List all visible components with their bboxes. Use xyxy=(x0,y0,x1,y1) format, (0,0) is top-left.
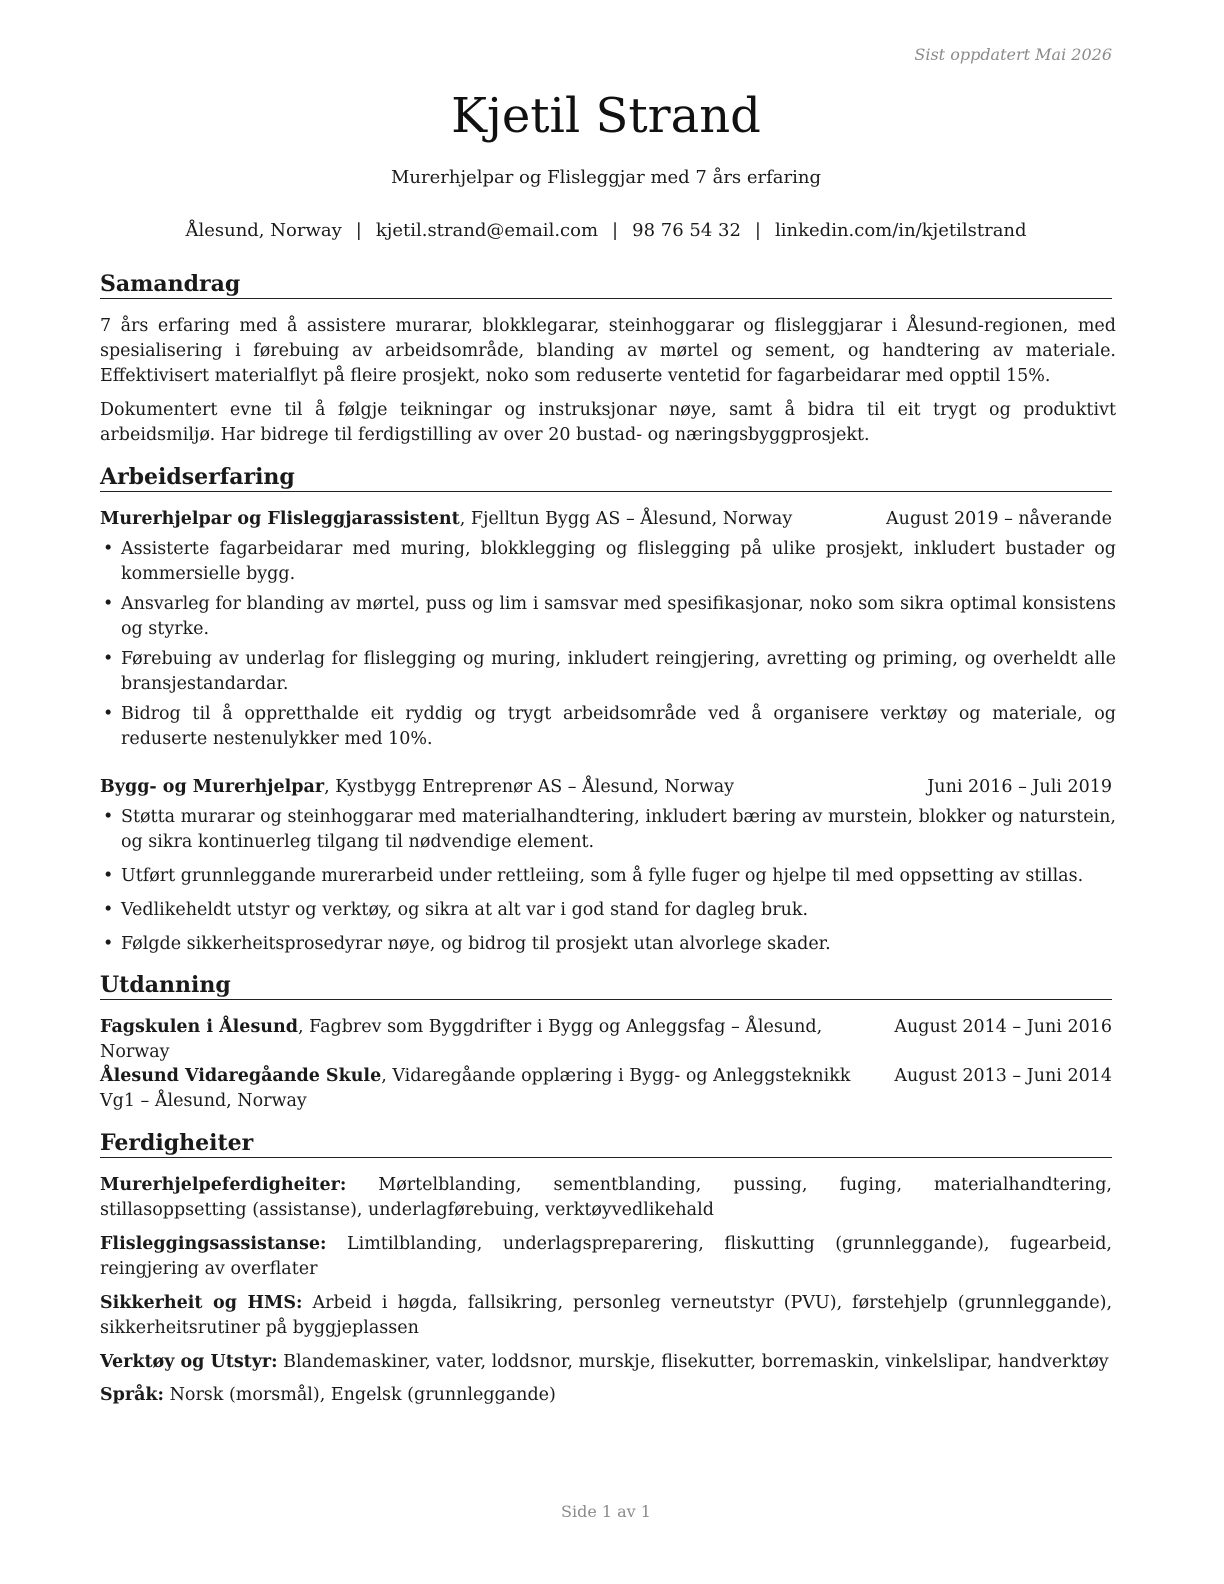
skill-label: Verktøy og Utstyr: xyxy=(100,1352,278,1372)
education-school: Fagskulen i Ålesund xyxy=(100,1017,298,1037)
skill-label: Flisleggingsassistanse: xyxy=(100,1234,327,1254)
education-item xyxy=(100,1064,1112,1114)
job-employer: , Kystbygg Entreprenør AS – Ålesund, Norway xyxy=(324,777,735,797)
job-bullet: • Ansvarleg for blanding av mørtel, puss og lim i samsvar med spesifikasjonar, noko som sikra optimal konsistens og styrke. xyxy=(100,592,1116,642)
skill-label: Murerhjelpeferdigheiter: xyxy=(100,1175,347,1195)
contact-location: Ålesund, Norway xyxy=(185,220,342,241)
job-employer: , Fjelltun Bygg AS – Ålesund, Norway xyxy=(459,509,793,529)
job-bullet: • Utført grunnleggande murerarbeid under rettleiing, som å fylle fuger og hjelpe til med oppsetting av stillas. xyxy=(100,864,1116,889)
education-item xyxy=(100,1015,1112,1065)
resume-page xyxy=(100,0,1116,1584)
skill-text: Limtilblanding, underlagspreparering, fliskutting (grunnleggande), fugearbeid, reingjering av overflater xyxy=(100,1234,1112,1279)
job-dates: August 2019 – nåverande xyxy=(886,509,1112,529)
education-dates: August 2013 – Juni 2014 xyxy=(894,1066,1112,1086)
headline: Murerhjelpar og Flisleggjar med 7 års erfaring xyxy=(390,167,822,188)
education-school: Ålesund Vidaregåande Skule xyxy=(100,1066,382,1086)
skill-text: Norsk (morsmål), Engelsk (grunnleggande) xyxy=(164,1385,556,1405)
summary-paragraph: 7 års erfaring med å assistere murarar, blokklegarar, steinhoggarar og flisleggjarar i Ålesund-regionen, med spesialisering i førebuing av arbeidsområde, blanding av mørtel og sement, og handtering av materiale. Effektivisert materialflyt på fleire prosjekt, noko som reduserte ventetid for fagarbeidarar med opptil 15%. xyxy=(100,316,1116,386)
job-bullet: • Vedlikeheldt utstyr og verktøy, og sikra at alt var i god stand for dagleg bruk. xyxy=(100,898,1116,923)
job-heading xyxy=(100,507,1112,532)
last-updated: Sist oppdatert Mai 2026 xyxy=(914,45,1112,64)
skill-label: Språk: xyxy=(100,1385,165,1405)
job-role: Murerhjelpar og Flisleggjarassistent xyxy=(100,509,460,529)
contact-phone: 98 76 54 32 xyxy=(632,220,741,241)
skill-text: Blandemaskiner, vater, loddsnor, murskje, flisekutter, borremaskin, vinkelslipar, handverktøy xyxy=(277,1352,1109,1372)
skill-text: Arbeid i høgda, fallsikring, personleg verneutstyr (PVU), førstehjelp (grunnleggande), sikkerheitsrutiner på byggjeplassen xyxy=(100,1293,1113,1338)
job-role: Bygg- og Murerhjelpar xyxy=(100,777,325,797)
contact-separator: | xyxy=(355,220,362,241)
job-bullets xyxy=(100,805,1116,957)
job-bullet: • Støtta murarar og steinhoggarar med materialhandtering, inkludert bæring av murstein, blokker og naturstein, og sikra kontinuerleg tilgang til nødvendige element. xyxy=(100,805,1116,855)
education-detail: , Vidaregåande opplæring i Bygg- og Anleggsteknikk Vg1 – Ålesund, Norway xyxy=(100,1066,851,1111)
skill-row xyxy=(100,1383,1112,1408)
candidate-name: Kjetil Strand xyxy=(451,88,761,144)
education-detail: , Fagbrev som Byggdrifter i Bygg og Anleggsfag – Ålesund, Norway xyxy=(100,1017,823,1062)
job-dates: Juni 2016 – Juli 2019 xyxy=(927,777,1112,797)
skill-label: Sikkerheit og HMS: xyxy=(100,1293,303,1313)
section-title-experience: Arbeidserfaring xyxy=(100,463,1112,492)
contact-line xyxy=(100,220,1112,241)
job-bullets xyxy=(100,537,1116,752)
contact-separator: | xyxy=(612,220,619,241)
skill-row xyxy=(100,1291,1112,1341)
skill-text: Mørtelblanding, sementblanding, pussing, fuging, materialhandtering, stillasoppsetting (assistanse), underlagførebuing, verktøyvedlikehald xyxy=(100,1175,1112,1220)
skill-row xyxy=(100,1350,1112,1375)
skill-row xyxy=(100,1173,1112,1223)
contact-linkedin[interactable]: linkedin.com/in/kjetilstrand xyxy=(775,220,1027,241)
job-bullet: • Følgde sikkerheitsprosedyrar nøye, og bidrog til prosjekt utan alvorlege skader. xyxy=(100,932,1116,957)
job-bullet: • Bidrog til å oppretthalde eit ryddig og trygt arbeidsområde ved å organisere verktøy og materiale, og reduserte nestenulykker med 10%. xyxy=(100,702,1116,752)
education-dates: August 2014 – Juni 2016 xyxy=(894,1017,1112,1037)
section-title-summary: Samandrag xyxy=(100,270,1112,299)
job-bullet: • Førebuing av underlag for flislegging og muring, inkludert reingjering, avretting og priming, og overheldt alle bransjestandardar. xyxy=(100,647,1116,697)
section-title-education: Utdanning xyxy=(100,971,1112,1000)
contact-email[interactable]: kjetil.strand@email.com xyxy=(375,220,599,241)
page-number: Side 1 av 1 xyxy=(561,1502,651,1521)
contact-separator: | xyxy=(754,220,761,241)
section-title-skills: Ferdigheiter xyxy=(100,1129,1112,1158)
summary-paragraph: Dokumentert evne til å følgje teikningar og instruksjonar nøye, samt å bidra til eit trygt og produktivt arbeidsmiljø. Har bidrege til ferdigstilling av over 20 bustad- og næringsbyggprosjekt. xyxy=(100,400,1116,445)
job-heading xyxy=(100,775,1112,800)
skill-row xyxy=(100,1232,1112,1282)
job-bullet: • Assisterte fagarbeidarar med muring, blokklegging og flislegging på ulike prosjekt, inkludert bustader og kommersielle bygg. xyxy=(100,537,1116,587)
